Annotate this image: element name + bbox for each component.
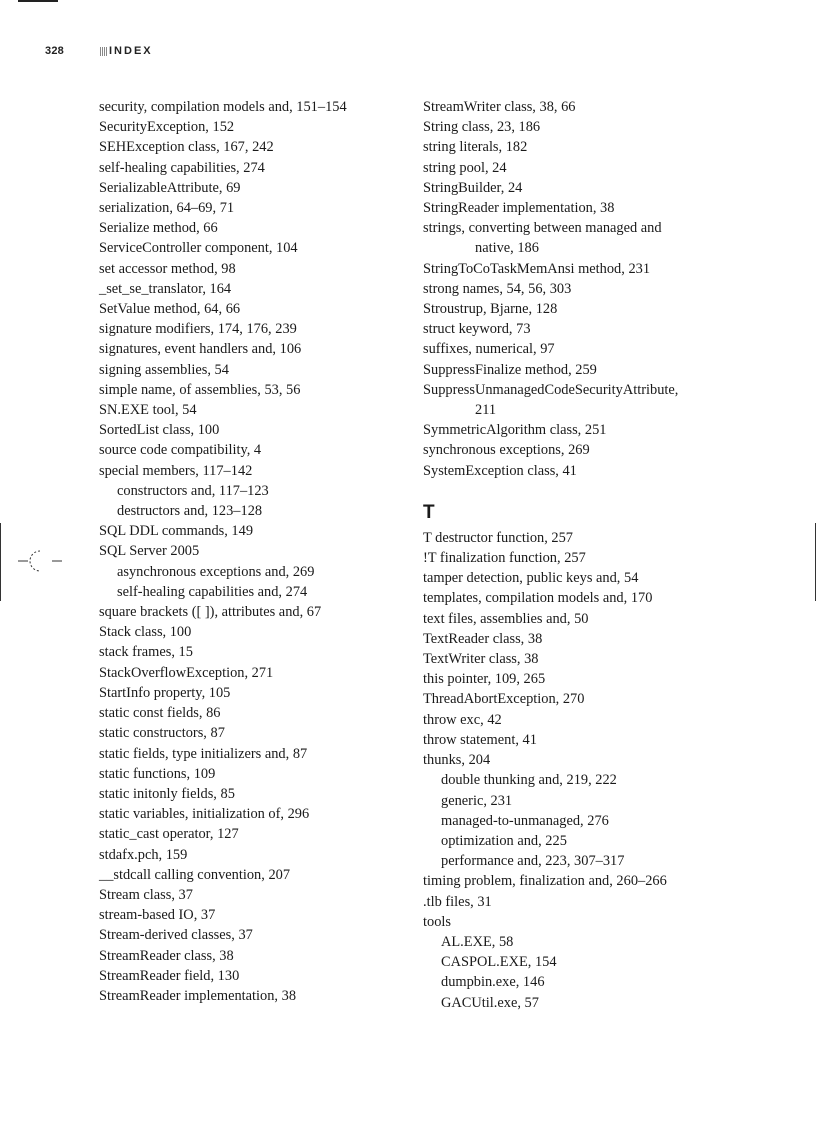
- index-entry: TextWriter class, 38: [423, 651, 539, 668]
- index-entry: SystemException class, 41: [423, 462, 577, 479]
- index-entry: struct keyword, 73: [423, 321, 531, 338]
- index-subentry: asynchronous exceptions and, 269: [117, 563, 315, 580]
- index-entry: !T finalization function, 257: [423, 550, 586, 567]
- index-entry: Stream-derived classes, 37: [99, 927, 253, 944]
- index-entry: .tlb files, 31: [423, 893, 492, 910]
- index-entry: StartInfo property, 105: [99, 684, 231, 701]
- index-subentry: managed-to-unmanaged, 276: [441, 812, 609, 829]
- index-entry: square brackets ([ ]), attributes and, 67: [99, 604, 322, 621]
- index-entry: throw exc, 42: [423, 711, 502, 728]
- index-entry: StreamWriter class, 38, 66: [423, 99, 576, 115]
- index-entry: _set_se_translator, 164: [99, 280, 232, 297]
- index-entry: synchronous exceptions, 269: [423, 442, 590, 459]
- index-entry: StreamReader field, 130: [99, 967, 240, 984]
- index-entry: special members, 117–142: [99, 462, 253, 479]
- index-entry: string pool, 24: [423, 159, 507, 176]
- top-rule: [18, 0, 58, 2]
- index-entry: string literals, 182: [423, 139, 528, 156]
- index-entry: SetValue method, 64, 66: [99, 301, 241, 318]
- index-entry: strong names, 54, 56, 303: [423, 280, 572, 297]
- index-entry: signatures, event handlers and, 106: [99, 341, 302, 358]
- index-entry: StringReader implementation, 38: [423, 200, 615, 217]
- index-entry: __stdcall calling convention, 207: [99, 866, 291, 883]
- index-entry: simple name, of assemblies, 53, 56: [99, 381, 301, 398]
- index-entry: timing problem, finalization and, 260–266: [423, 873, 667, 890]
- index-entry: Stroustrup, Bjarne, 128: [423, 301, 558, 318]
- index-entry: source code compatibility, 4: [99, 442, 262, 459]
- index-group-s: [423, 97, 723, 481]
- index-column-right: [423, 97, 723, 1013]
- index-subentry: AL.EXE, 58: [441, 933, 514, 950]
- registration-mark-icon: [18, 548, 62, 574]
- index-column-left: [99, 97, 399, 1006]
- index-entry: strings, converting between managed and: [423, 220, 662, 237]
- index-subentry: self-healing capabilities and, 274: [117, 583, 308, 600]
- index-subentry: generic, 231: [441, 792, 513, 809]
- trim-mark-left: [0, 523, 1, 601]
- index-subentry: GACUtil.exe, 57: [441, 994, 539, 1011]
- index-entry: StringToCoTaskMemAnsi method, 231: [423, 260, 651, 277]
- index-entry: SQL Server 2005: [99, 543, 200, 560]
- index-subentry: CASPOL.EXE, 154: [441, 954, 557, 971]
- index-entry: SecurityException, 152: [99, 119, 235, 136]
- index-entry: static variables, initialization of, 296: [99, 806, 310, 823]
- index-entry: static constructors, 87: [99, 725, 225, 742]
- index-entry-continuation: native, 186: [475, 240, 539, 257]
- index-entry: signing assemblies, 54: [99, 361, 229, 378]
- index-entry: ServiceController component, 104: [99, 240, 298, 257]
- index-entry: SuppressFinalize method, 259: [423, 361, 597, 378]
- index-entry: templates, compilation models and, 170: [423, 590, 653, 607]
- index-entry: String class, 23, 186: [423, 119, 541, 136]
- index-entry: stdafx.pch, 159: [99, 846, 188, 863]
- index-subentry: constructors and, 117–123: [117, 482, 269, 499]
- section-title: INDEX: [109, 45, 153, 57]
- index-entry: Serialize method, 66: [99, 220, 218, 237]
- section-marker-icon: [100, 47, 107, 56]
- index-group-t: [423, 528, 723, 1013]
- index-entry: StringBuilder, 24: [423, 179, 523, 196]
- index-entry: static_cast operator, 127: [99, 826, 239, 843]
- index-entry: Stack class, 100: [99, 624, 192, 641]
- index-entry: suffixes, numerical, 97: [423, 341, 555, 358]
- index-entry: signature modifiers, 174, 176, 239: [99, 321, 297, 338]
- index-entry: serialization, 64–69, 71: [99, 200, 235, 217]
- index-entry: stream-based IO, 37: [99, 907, 216, 924]
- index-entry: ThreadAbortException, 270: [423, 691, 585, 708]
- index-entry: security, compilation models and, 151–154: [99, 99, 347, 115]
- index-subentry: double thunking and, 219, 222: [441, 772, 617, 789]
- index-entry: static const fields, 86: [99, 705, 221, 722]
- index-entry: TextReader class, 38: [423, 630, 543, 647]
- index-entry: SuppressUnmanagedCodeSecurityAttribute,: [423, 381, 679, 398]
- index-entry: SN.EXE tool, 54: [99, 402, 197, 419]
- index-entry: set accessor method, 98: [99, 260, 236, 277]
- index-entry: StreamReader implementation, 38: [99, 987, 297, 1004]
- index-entry: text files, assemblies and, 50: [423, 610, 589, 627]
- index-entry: StreamReader class, 38: [99, 947, 234, 964]
- index-entry: thunks, 204: [423, 752, 491, 769]
- index-entry: static fields, type initializers and, 87: [99, 745, 308, 762]
- index-entry: StackOverflowException, 271: [99, 664, 274, 681]
- page-number: 328: [45, 45, 64, 57]
- index-entry: stack frames, 15: [99, 644, 193, 661]
- index-entry: T destructor function, 257: [423, 529, 574, 546]
- index-entry-continuation: 211: [475, 402, 497, 419]
- index-subentry: destructors and, 123–128: [117, 503, 263, 520]
- index-entry: tools: [423, 913, 451, 930]
- index-entry: static functions, 109: [99, 765, 216, 782]
- index-entry: SortedList class, 100: [99, 422, 220, 439]
- index-subentry: performance and, 223, 307–317: [441, 853, 625, 870]
- index-entry: tamper detection, public keys and, 54: [423, 570, 639, 587]
- index-entry: self-healing capabilities, 274: [99, 159, 265, 176]
- index-entry: SymmetricAlgorithm class, 251: [423, 422, 607, 439]
- index-entry: SEHException class, 167, 242: [99, 139, 274, 156]
- letter-heading: T: [423, 501, 435, 523]
- page-header: [45, 43, 153, 59]
- index-entry: SQL DDL commands, 149: [99, 523, 254, 540]
- index-entry: throw statement, 41: [423, 731, 537, 748]
- index-entry: SerializableAttribute, 69: [99, 179, 241, 196]
- index-entry: static initonly fields, 85: [99, 785, 235, 802]
- index-subentry: optimization and, 225: [441, 832, 567, 849]
- index-subentry: dumpbin.exe, 146: [441, 974, 545, 991]
- index-entry: Stream class, 37: [99, 886, 193, 903]
- index-entry: this pointer, 109, 265: [423, 671, 546, 688]
